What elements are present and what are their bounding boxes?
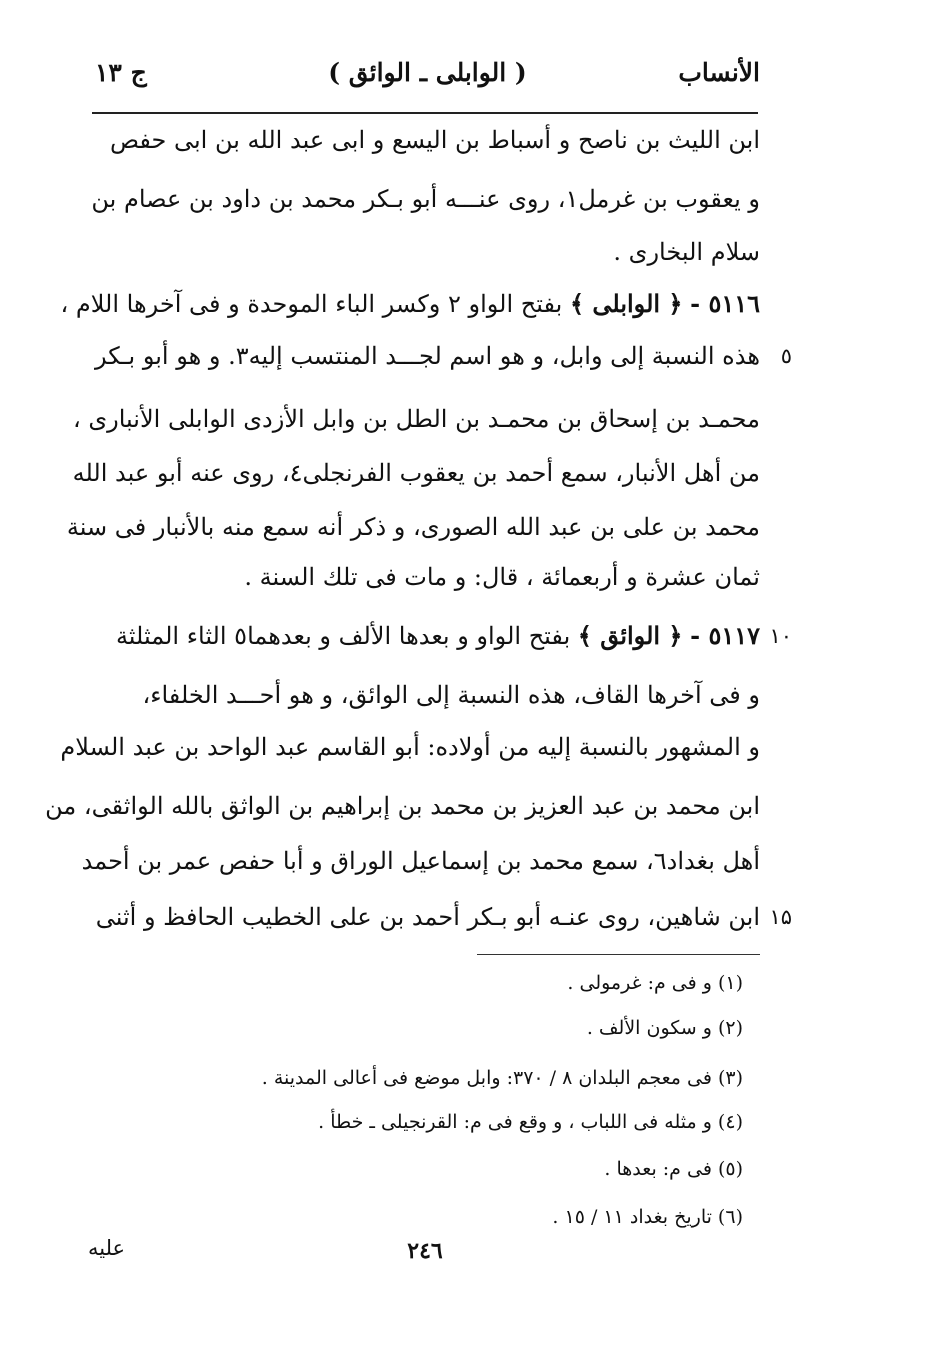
text-line bbox=[81, 845, 760, 877]
line-number: ۱۰ bbox=[769, 624, 792, 648]
line-text: محمـد بن إسحاق بن محمـد بن الطل بن وابل الأزدى الوابلى الأنبارى ، bbox=[72, 405, 760, 433]
line-text: هذه النسبة إلى وابل، و هو اسم لجـــد المنتسب إليه۳. و هو أبو بـكر bbox=[94, 342, 760, 370]
text-line bbox=[95, 124, 760, 156]
line-text: أهل بغداد٦، سمع محمد بن إسماعيل الوراق و أبا حفص عمر بن أحمد bbox=[81, 847, 760, 875]
text-line bbox=[95, 901, 760, 933]
line-text: ابن الليث بن ناصح و أسباط بن اليسع و ابى عبد الله بن ابى حفص bbox=[109, 126, 760, 154]
footnote: (۲) و سكون الألف . bbox=[586, 1017, 743, 1039]
footnote-rule bbox=[477, 954, 760, 955]
text-line bbox=[91, 183, 760, 215]
line-number: ٥ bbox=[780, 344, 792, 368]
line-number: ۱۵ bbox=[769, 905, 792, 929]
header-rule bbox=[92, 112, 758, 114]
footnote: (٤) و مثله فى اللباب ، و وقع فى م: القرنجيلى ـ خطأ . bbox=[318, 1111, 743, 1133]
catchword: عليه bbox=[88, 1236, 126, 1260]
entries-range: ( الوابلى ـ الوائق ) bbox=[328, 58, 527, 87]
text-line bbox=[95, 679, 760, 711]
footnote: (۳) فى معجم البلدان ۸ / ۳۷۰: وابل موضع فى أعالى المدينة . bbox=[261, 1067, 743, 1089]
text-line bbox=[95, 236, 760, 268]
text-line bbox=[66, 511, 760, 543]
footnote: (۱) و فى م: غرمولى . bbox=[567, 972, 743, 994]
text-line bbox=[72, 403, 760, 435]
page-number: ٢٤٦ bbox=[407, 1238, 443, 1264]
entry-number: ٥١١٦ - bbox=[690, 289, 760, 318]
footnote: (٥) فى م: بعدها . bbox=[604, 1158, 743, 1180]
text-line bbox=[72, 457, 760, 489]
section-title: الأنساب bbox=[678, 58, 760, 87]
text-line bbox=[60, 731, 760, 763]
line-text: بفتح الواو و بعدها الألف و بعدهما٥ الثاء المثلثة bbox=[115, 622, 571, 650]
entry-heading-line bbox=[60, 288, 760, 320]
line-text: و المشهور بالنسبة إليه من أولاده: أبو القاسم عبد الواحد بن عبد السلام bbox=[60, 733, 760, 761]
entry-rubric: ﴿ الوائق ﴾ bbox=[577, 621, 683, 650]
running-head bbox=[95, 58, 760, 98]
line-text: من أهل الأنبار، سمع أحمد بن يعقوب الفرنجلى٤، روى عنه أبو عبد الله bbox=[72, 459, 760, 487]
entry-rubric: ﴿ الوابلى ﴾ bbox=[569, 289, 683, 318]
entry-heading-line bbox=[95, 620, 760, 652]
line-text: و فى آخرها القاف، هذه النسبة إلى الوائق، و هو أحـــد الخلفاء، bbox=[142, 681, 760, 709]
line-text: ابن محمد بن عبد العزيز بن محمد بن إبراهيم بن الواثق بالله الواثقى، من bbox=[45, 792, 760, 820]
line-text: و يعقوب بن غرمل۱، روى عنـــه أبو بـكر محمد بن داود بن عصام بن bbox=[91, 185, 760, 213]
text-line bbox=[95, 561, 760, 593]
line-text: ابن شاهين، روى عنـه أبو بـكر أحمد بن على الخطيب الحافظ و أثنى bbox=[95, 903, 760, 931]
line-text: بفتح الواو ۲ وكسر الباء الموحدة و فى آخرها اللام ، bbox=[60, 290, 563, 318]
volume-label: ج ۱۳ bbox=[95, 58, 147, 87]
text-line bbox=[95, 340, 760, 372]
footnote: (٦) تاريخ بغداد ۱۱ / ۱٥ . bbox=[552, 1206, 743, 1228]
line-text: سلام البخارى . bbox=[613, 238, 760, 266]
entry-number: ٥١١٧ - bbox=[690, 621, 760, 650]
line-text: ثمان عشرة و أربعمائة ، قال: و مات فى تلك السنة . bbox=[244, 563, 760, 591]
text-line bbox=[45, 790, 760, 822]
line-text: محمد بن على بن عبد الله الصورى، و ذكر أنه سمع منه بالأنبار فى سنة bbox=[66, 513, 760, 541]
